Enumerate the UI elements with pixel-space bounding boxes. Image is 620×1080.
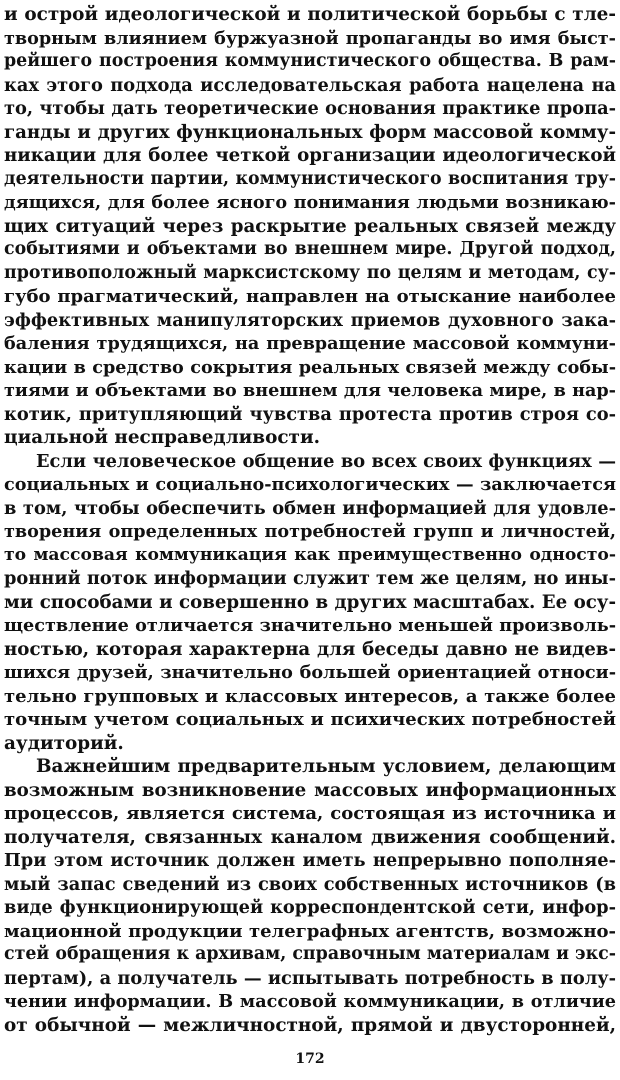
text-line: шихся друзей, значительно большей ориентацией относи- xyxy=(4,662,616,683)
text-line: кации в средство сокрытия реальных связей между собы- xyxy=(4,356,616,378)
text-line: никации для более четкой организации идеологической xyxy=(4,145,616,166)
text-line: ностью, которая характерна для беседы давно не видев- xyxy=(4,638,616,660)
text-line: чении информации. В массовой коммуникации, в отличие xyxy=(4,991,616,1012)
text-line: то массовая коммуникация как преимущественно односто- xyxy=(4,544,616,565)
text-line: и острой идеологической и политической борьбы с тле- xyxy=(4,4,616,25)
text-line: творения определенных потребностей групп и личностей, xyxy=(4,521,616,542)
text-line: ках этого подхода исследовательская работа нацелена на xyxy=(4,74,616,96)
text-line: творным влиянием буржуазной пропаганды во имя быст- xyxy=(4,27,616,49)
text-line: виде функционирующей корреспондентской сети, инфор- xyxy=(4,897,616,918)
text-line: процессов, является система, состоящая из источника и xyxy=(4,803,616,824)
text-line: дящихся, для более ясного понимания людьми возникаю- xyxy=(4,192,616,213)
text-line: циальной несправедливости. xyxy=(4,427,320,448)
text-line: Важнейшим предварительным условием, делающим xyxy=(36,756,616,777)
text-line: противоположный марксистскому по целям и методам, су- xyxy=(4,262,616,283)
text-line: точным учетом социальных и психических потребностей xyxy=(4,709,616,730)
text-line: пертам), а получатель — испытывать потребность в полу- xyxy=(4,967,616,989)
body-text xyxy=(4,3,616,1037)
page-number: 172 xyxy=(295,1051,325,1067)
text-line: При этом источник должен иметь непрерывно пополняе- xyxy=(4,850,616,871)
text-line: получателя, связанных каналом движения сообщений. xyxy=(4,826,616,848)
text-line: губо прагматический, направлен на отыскание наиболее xyxy=(4,286,616,307)
text-line: в том, чтобы обеспечить обмен информацией для удовле- xyxy=(4,497,616,519)
text-line: тиями и объектами во внешнем для человека мире, в нар- xyxy=(4,380,616,401)
text-line: ронний поток информации служит тем же целям, но ины- xyxy=(4,568,616,589)
text-line: тельно групповых и классовых интересов, а также более xyxy=(4,685,616,707)
text-line: деятельности партии, коммунистического воспитания тру- xyxy=(4,168,616,189)
text-line: котик, притупляющий чувства протеста против строя со- xyxy=(4,403,616,425)
book-page xyxy=(4,3,616,1077)
text-line: стей обращения к архивам, справочным материалам и экс- xyxy=(4,944,616,964)
text-line: рейшего построения коммунистического общества. В рам- xyxy=(4,51,616,71)
text-line: щих ситуаций через раскрытие реальных связей между xyxy=(4,215,616,237)
text-line: эффективных манипуляторских приемов духовного зака- xyxy=(4,309,616,331)
text-line: аудиторий. xyxy=(4,732,124,754)
text-line: баления трудящихся, на превращение массовой коммуни- xyxy=(4,333,616,354)
text-line: ми способами и совершенно в других масштабах. Ее осу- xyxy=(4,591,616,613)
text-line: то, чтобы дать теоретические основания практике пропа- xyxy=(4,98,616,119)
text-line: возможным возникновение массовых информационных xyxy=(4,779,616,801)
text-line: Если человеческое общение во всех своих функциях — xyxy=(36,450,616,472)
text-line: событиями и объектами во внешнем мире. Другой подход, xyxy=(4,239,616,259)
text-line: мый запас сведений из своих собственных источников (в xyxy=(4,873,616,895)
text-line: ществление отличается значительно меньшей произволь- xyxy=(4,615,616,636)
text-line: мационной продукции телеграфных агентств, возможно- xyxy=(4,920,616,942)
text-line: социальных и социально-психологических — заключается xyxy=(4,474,616,495)
text-line: ганды и других функциональных форм массовой комму- xyxy=(4,121,616,143)
text-line: от обычной — межличностной, прямой и двусторонней, xyxy=(4,1014,616,1036)
